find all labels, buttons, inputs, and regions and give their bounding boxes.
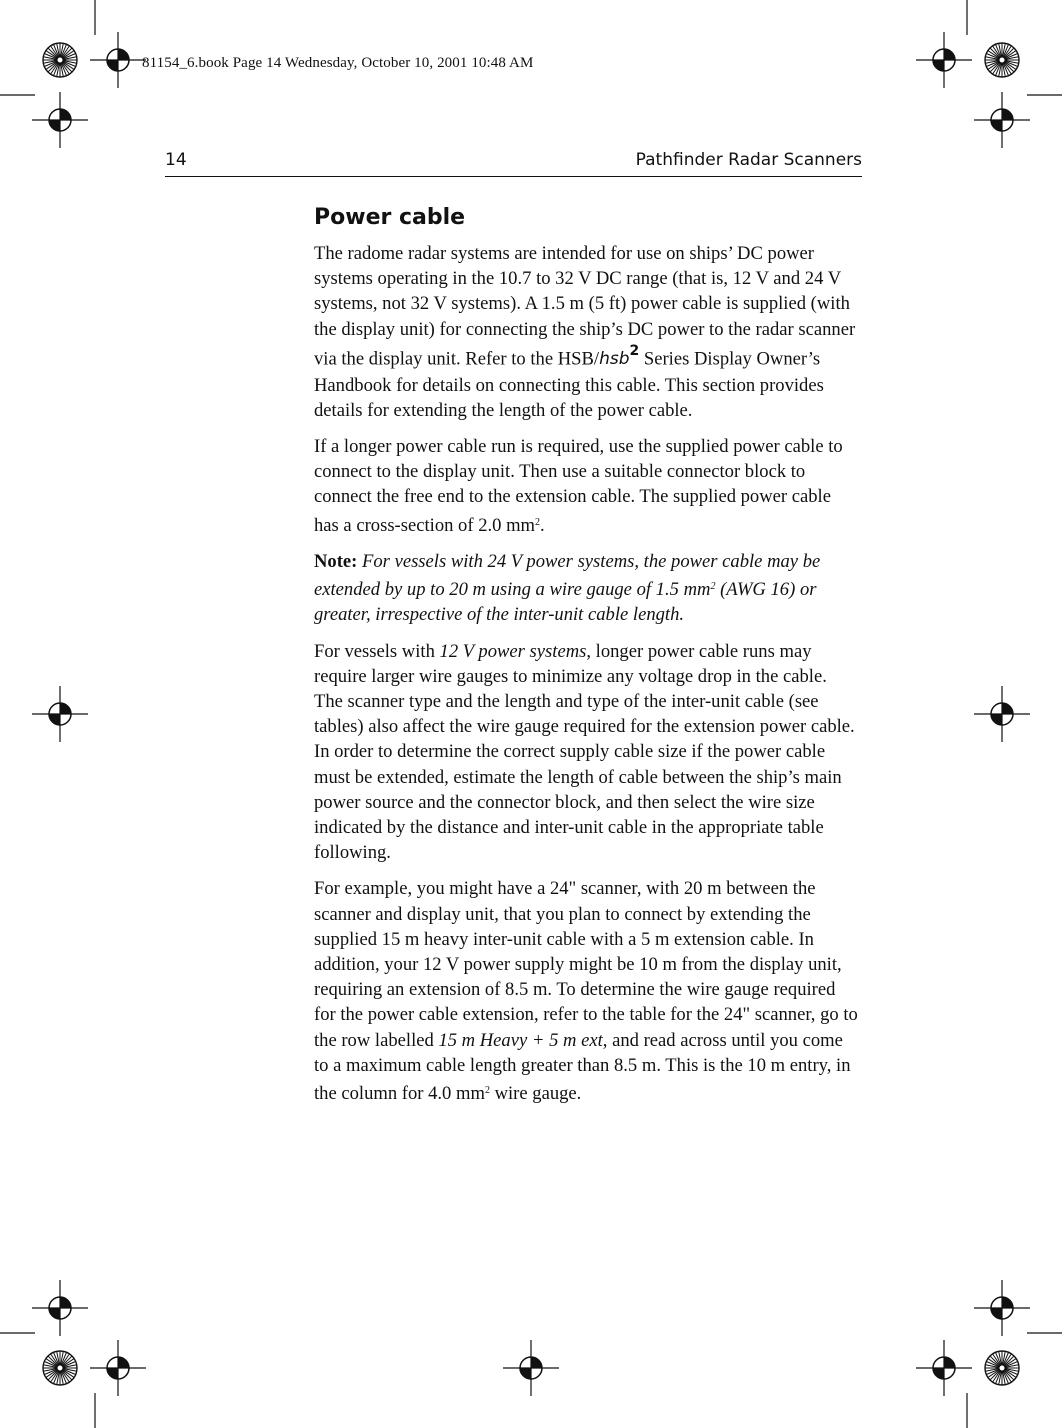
- p4-text-c: wire gauge.: [489, 1082, 582, 1104]
- page-number: 14: [165, 150, 187, 170]
- p4-superscript: 2: [484, 1084, 490, 1096]
- p4-text-a: For example, you might have a 24" scanner, with 20 m between the scanner and display unit, that you plan to connect by extending the supplied 15 m heavy inter-unit cable with a 5 m extension cable. In addition, your 12 V power supply might be 10 m from the display unit, requiring an extension of 8.5 m. To determine the wire gauge required for the power cable extension, refer to the table for the 24" scanner, go to the row labelled: [314, 878, 858, 1051]
- p4-text-b: , and read across until you come to a maximum cable length greater than 8.5 m. This is the 10 m entry, in the column for 4.0 mm: [314, 1029, 851, 1104]
- note-superscript: 2: [710, 581, 716, 593]
- note-text-a: For vessels with 24 V power systems, the power cable may be extended by up to 20 m using a wire gauge of 1.5 mm: [314, 550, 821, 601]
- running-header: [165, 148, 862, 177]
- paragraph-12v: [314, 639, 860, 866]
- p2-superscript: 2: [535, 516, 541, 528]
- note-label: Note:: [314, 550, 358, 572]
- p1-text-b: Series Display Owner’s Handbook for details on connecting this cable. This section provides details for extending the length of the power cable.: [314, 348, 824, 421]
- hsb-text: hsb: [599, 349, 630, 370]
- p1-text-a: The radome radar systems are intended for use on ships’ DC power systems operating in the 10.7 to 32 V DC range (that is, 12 V and 24 V systems, not 32 V systems). A 1.5 m (5 ft) power cable is supplied (with the display unit) for connecting the ship’s DC power to the radar scanner via the display unit. Refer to the HSB/: [314, 243, 856, 370]
- hsb-superscript: 2: [629, 342, 640, 359]
- running-title: Pathfinder Radar Scanners: [635, 150, 862, 170]
- main-content: [314, 203, 860, 1117]
- hsb-mark: [599, 342, 640, 370]
- paragraph-intro: [314, 241, 860, 423]
- print-slug: 81154_6.book Page 14 Wednesday, October 10, 2001 10:48 AM: [142, 55, 534, 71]
- p2-text-b: .: [540, 514, 545, 536]
- section-title: Power cable: [314, 205, 466, 230]
- note-text-b: (AWG 16) or greater, irrespective of the inter-unit cable length.: [314, 579, 817, 626]
- note-paragraph: [314, 549, 860, 628]
- p4-emphasis: 15 m Heavy + 5 m ext: [438, 1029, 603, 1051]
- p3-text-a: For vessels with: [314, 640, 440, 662]
- paragraph-longer-run: [314, 434, 860, 538]
- p3-emphasis: 12 V power systems: [439, 640, 587, 662]
- p2-text-a: If a longer power cable run is required, use the supplied power cable to connect to the display unit. Then use a suitable connector block to connect the free end to the extension cable. The supplied power cable has a cross-section of 2.0 mm: [314, 436, 843, 536]
- p3-text-b: , longer power cable runs may require larger wire gauges to minimize any voltage drop in the cable. The scanner type and the length and type of the inter-unit cable (see tables) also affect the wire gauge required for the extension power cable. In order to determine the correct supply cable size if the power cable must be extended, estimate the length of cable between the ship’s main power source and the connector block, and then select the wire size indicated by the distance and inter-unit cable in the appropriate table following.: [314, 640, 855, 864]
- paragraph-example: [314, 876, 860, 1106]
